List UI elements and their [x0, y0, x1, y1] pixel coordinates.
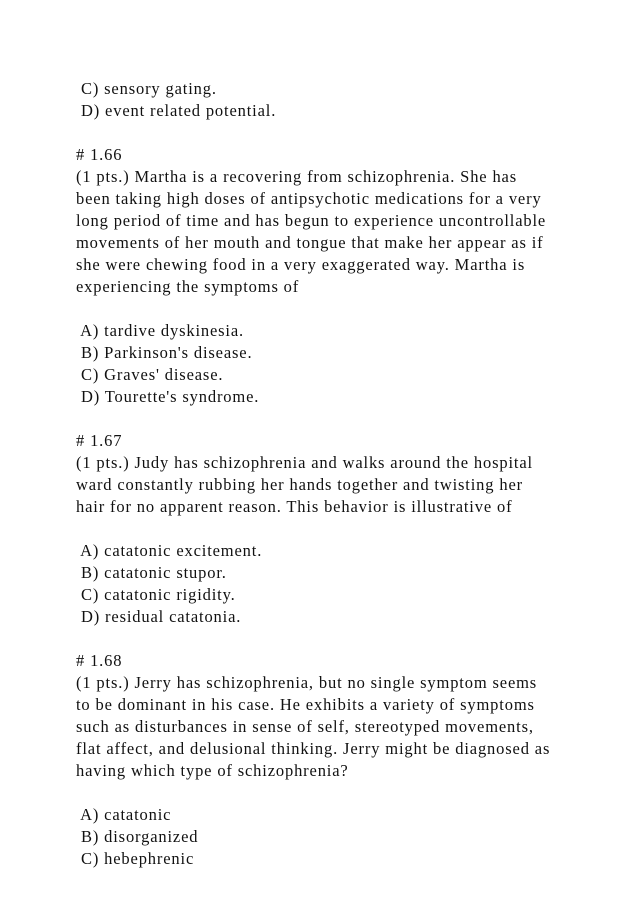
option-b: B) disorganized [76, 827, 199, 846]
question-number: # 1.68 [76, 651, 123, 670]
option-a: A) catatonic [76, 805, 172, 824]
option-a: A) catatonic excitement. [76, 541, 263, 560]
question-text-line: such as disturbances in sense of self, stereotyped movements, [76, 717, 534, 736]
question-text-line: experiencing the symptoms of [76, 277, 300, 296]
option-b: B) Parkinson's disease. [76, 343, 253, 362]
option-c: C) Graves' disease. [76, 365, 224, 384]
option-c: C) sensory gating. [76, 79, 217, 98]
question-text-line: movements of her mouth and tongue that make her appear as if [76, 233, 544, 252]
question-text-line: long period of time and has begun to experience uncontrollable [76, 211, 547, 230]
option-a: A) tardive dyskinesia. [76, 321, 245, 340]
question-text-line: hair for no apparent reason. This behavior is illustrative of [76, 497, 513, 516]
option-c: C) catatonic rigidity. [76, 585, 236, 604]
question-text-line: (1 pts.) Martha is a recovering from schizophrenia. She has [76, 167, 517, 186]
question-text-line: having which type of schizophrenia? [76, 761, 349, 780]
question-text-line: ward constantly rubbing her hands together and twisting her [76, 475, 523, 494]
question-number: # 1.67 [76, 431, 123, 450]
question-text-line: (1 pts.) Judy has schizophrenia and walks around the hospital [76, 453, 533, 472]
question-text-line: (1 pts.) Jerry has schizophrenia, but no single symptom seems [76, 673, 538, 692]
question-text-line: been taking high doses of antipsychotic medications for a very [76, 189, 542, 208]
option-d: D) event related potential. [76, 101, 277, 120]
option-d: D) Tourette's syndrome. [76, 387, 260, 406]
question-number: # 1.66 [76, 145, 123, 164]
question-text-line: she were chewing food in a very exaggerated way. Martha is [76, 255, 526, 274]
option-b: B) catatonic stupor. [76, 563, 227, 582]
option-c: C) hebephrenic [76, 849, 195, 868]
question-text-line: flat affect, and delusional thinking. Jerry might be diagnosed as [76, 739, 551, 758]
question-text-line: to be dominant in his case. He exhibits a variety of symptoms [76, 695, 535, 714]
option-d: D) residual catatonia. [76, 607, 242, 626]
